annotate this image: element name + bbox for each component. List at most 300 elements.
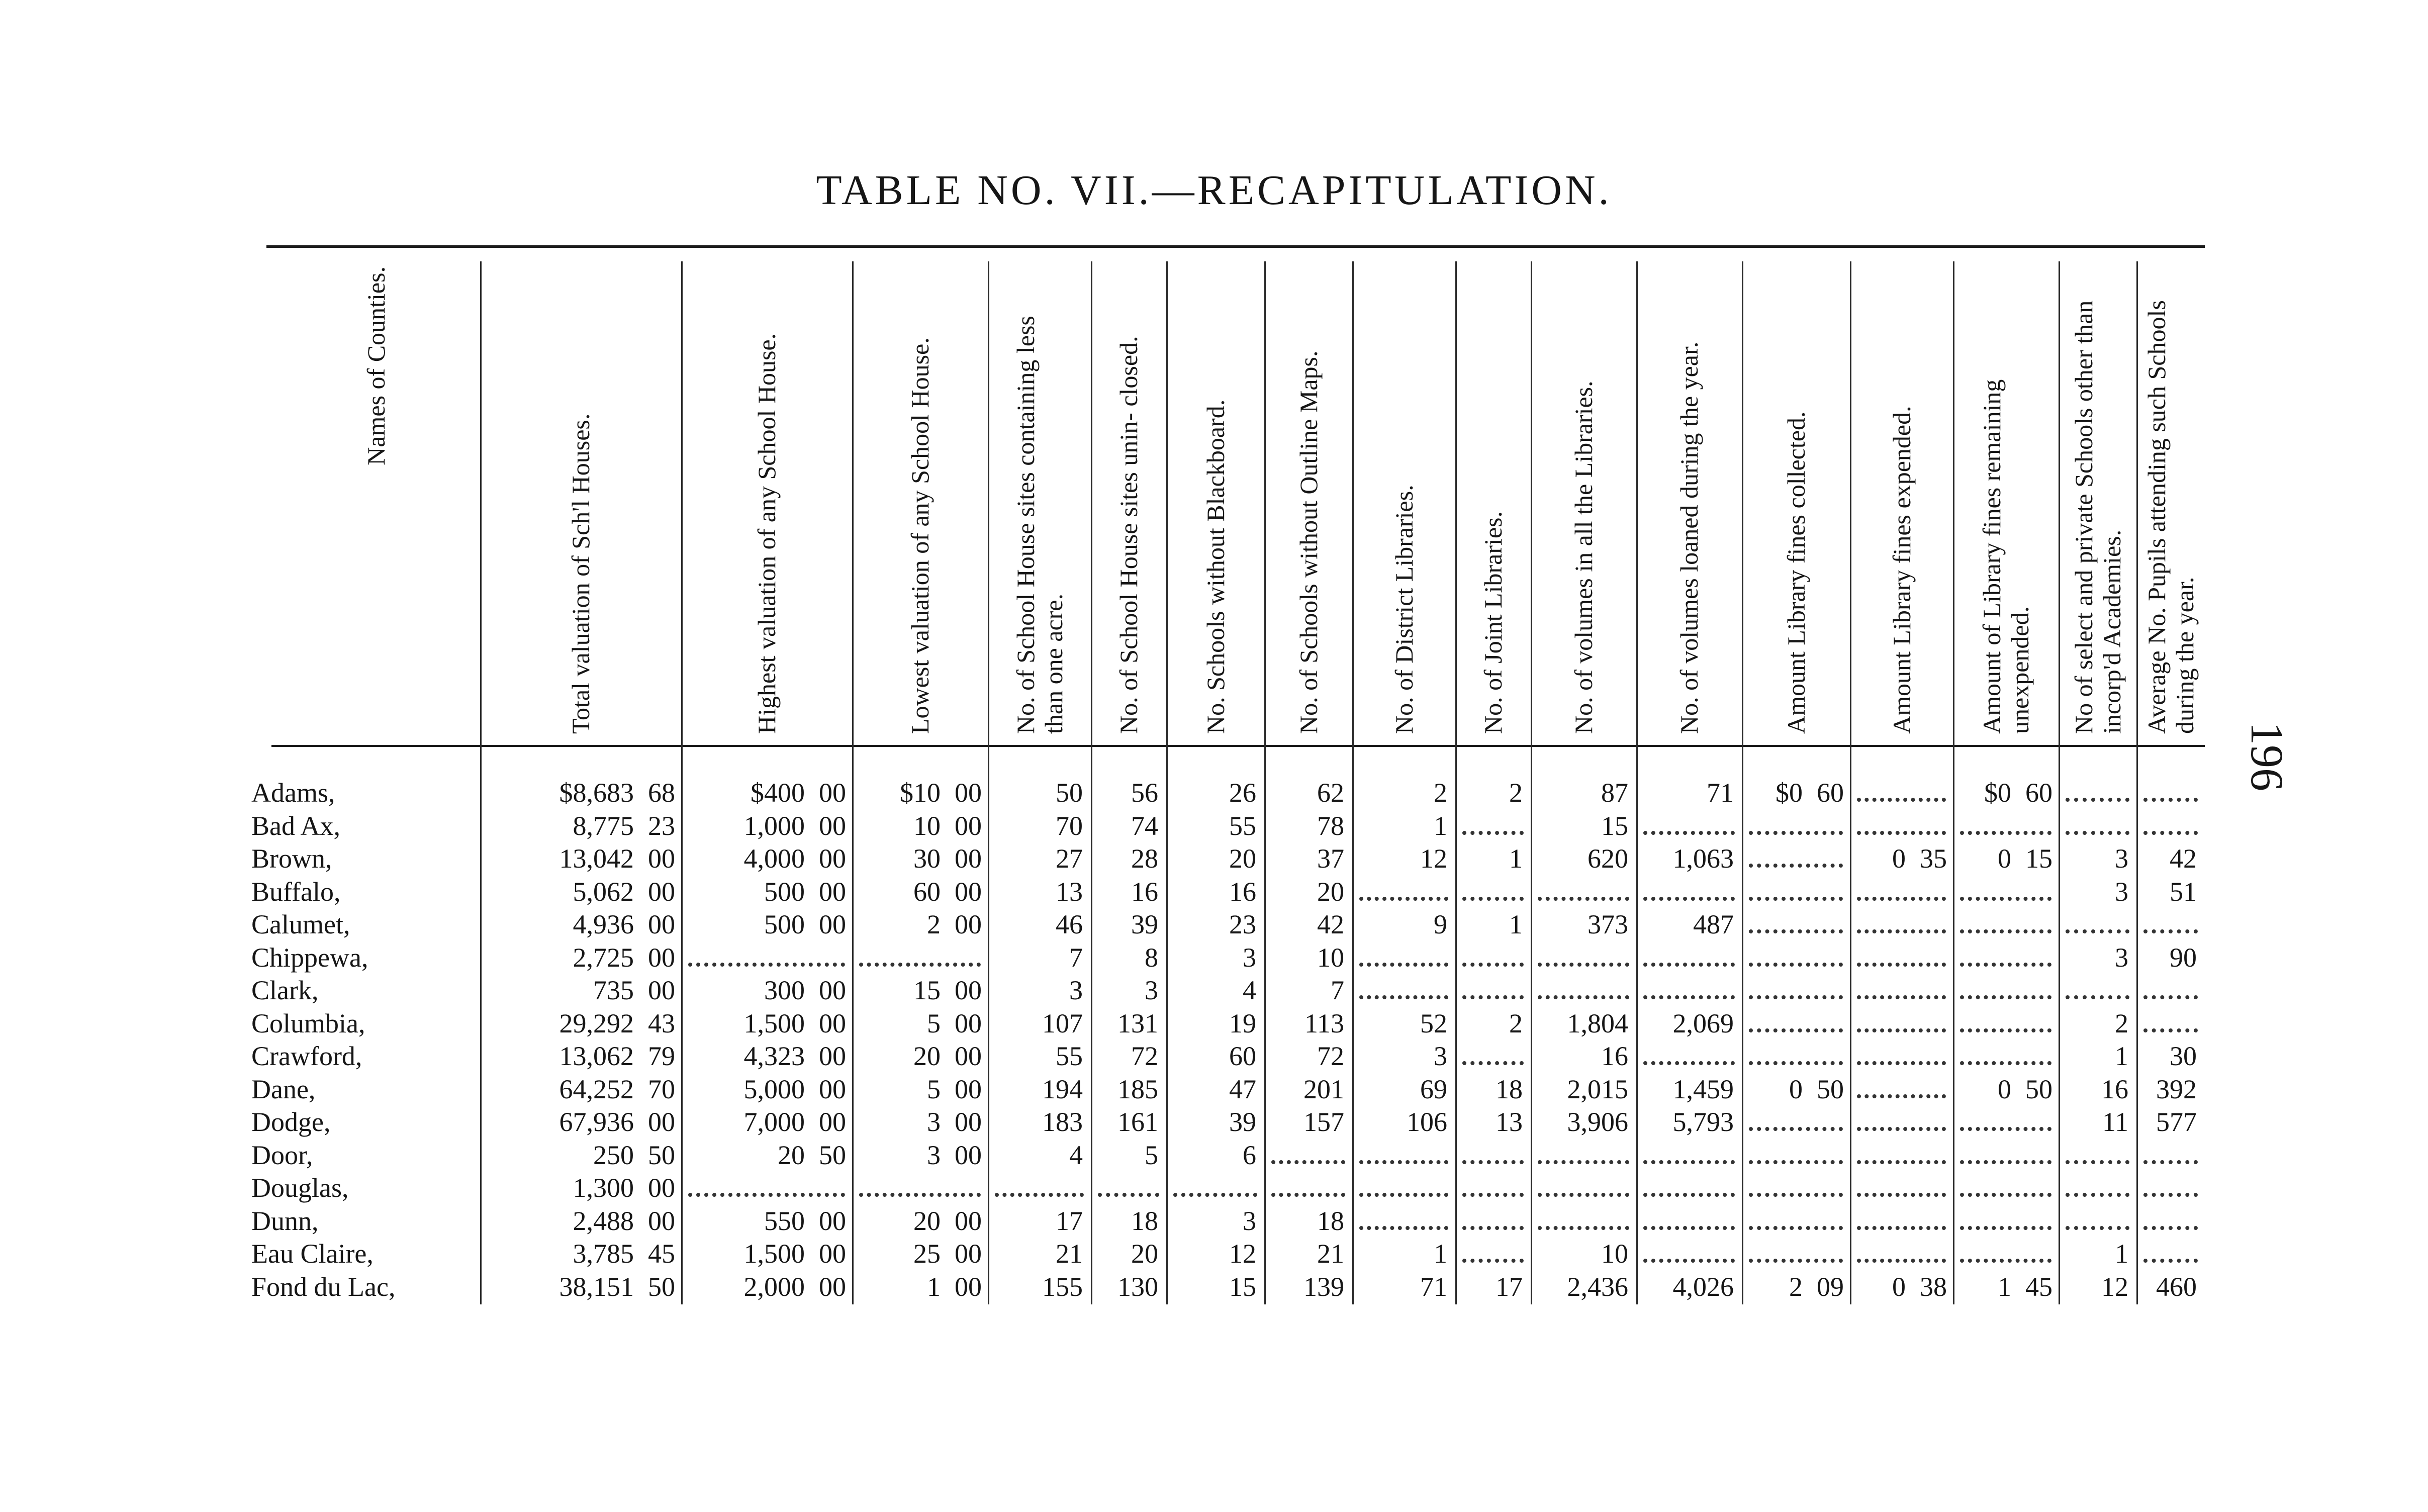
cell-no-blackboard: 26: [1229, 778, 1256, 808]
amount-cents: 00: [648, 1205, 675, 1236]
amount-dollars: 67,936: [559, 1107, 634, 1137]
header-sites-small: [988, 261, 1091, 739]
empty-cell-dots: [2143, 1028, 2198, 1032]
table-row: [0, 1106, 2428, 1138]
amount-cents: 68: [648, 778, 675, 808]
header-select-schools: [2059, 261, 2136, 739]
empty-cell-dots: [1749, 1127, 1843, 1131]
cell-no-outline-maps: 139: [1303, 1271, 1344, 1302]
cell-joint-libraries: 18: [1496, 1074, 1523, 1104]
cell-volumes: 87: [1601, 778, 1628, 808]
empty-cell-dots: [2066, 1193, 2129, 1197]
header-label: Amount of Library fines remaining unexpended.: [1978, 379, 2034, 734]
amount-cents: 00: [955, 810, 982, 841]
amount-cents: 00: [955, 1140, 982, 1170]
cell-sites-small: 183: [1042, 1107, 1083, 1137]
amount-dollars: 4,323: [743, 1041, 805, 1071]
cell-no-blackboard: 20: [1229, 843, 1256, 874]
cell-sites-unenclosed: 56: [1131, 778, 1158, 808]
empty-cell-dots: [1643, 1160, 1735, 1164]
empty-cell-dots: [1857, 1061, 1946, 1065]
empty-cell-dots: [1857, 929, 1946, 933]
empty-cell-dots: [1857, 1226, 1946, 1230]
cell-select-schools: 1: [2115, 1239, 2128, 1269]
header-label: No. of Joint Libraries.: [1479, 511, 1507, 734]
empty-cell-dots: [1462, 963, 1524, 967]
empty-cell-dots: [1359, 1160, 1448, 1164]
amount-dollars: 13,042: [559, 843, 634, 874]
empty-cell-dots: [1749, 1226, 1843, 1230]
cell-no-blackboard: 19: [1229, 1008, 1256, 1038]
cell-volumes: 2,015: [1567, 1074, 1628, 1104]
header-label: No. of School House sites unin- closed.: [1114, 336, 1143, 734]
amount-cents: 15: [2025, 843, 2052, 874]
amount-cents: 00: [819, 909, 846, 939]
cell-volumes: 620: [1587, 843, 1628, 874]
cell-average-pupils: 460: [2156, 1271, 2197, 1302]
amount-cents: 00: [955, 1239, 982, 1269]
empty-cell-dots: [1462, 1193, 1524, 1197]
empty-cell-dots: [1538, 995, 1629, 999]
empty-cell-dots: [1960, 1226, 2051, 1230]
empty-cell-dots: [1749, 1061, 1843, 1065]
cell-sites-small: 7: [1069, 942, 1083, 973]
empty-cell-dots: [1643, 1226, 1735, 1230]
amount-dollars: 20: [778, 1140, 805, 1170]
cell-joint-libraries: 13: [1496, 1107, 1523, 1137]
empty-cell-dots: [2066, 798, 2129, 802]
cell-volumes: 16: [1601, 1041, 1628, 1071]
header-label: No. of Schools without Outline Maps.: [1294, 350, 1323, 734]
cell-sites-small: 70: [1056, 810, 1083, 841]
empty-cell-dots: [1960, 1160, 2051, 1164]
empty-cell-dots: [1749, 1028, 1843, 1032]
empty-cell-dots: [2143, 831, 2198, 835]
empty-cell-dots: [1749, 1259, 1843, 1263]
amount-cents: 50: [1817, 1074, 1844, 1104]
amount-dollars: 29,292: [559, 1008, 634, 1038]
empty-cell-dots: [1749, 897, 1843, 901]
cell-sites-unenclosed: 8: [1145, 942, 1158, 973]
amount-cents: 00: [819, 1239, 846, 1269]
table-top-rule: [266, 245, 2205, 248]
header-total-valuation: [480, 261, 681, 739]
header-lowest-valuation: [852, 261, 988, 739]
amount-dollars: 735: [593, 975, 634, 1005]
amount-dollars: 7,000: [743, 1107, 805, 1137]
amount-dollars: 64,252: [559, 1074, 634, 1104]
empty-cell-dots: [1960, 1259, 2051, 1263]
amount-dollars: $10: [900, 778, 941, 808]
cell-no-blackboard: 16: [1229, 876, 1256, 907]
header-joint-libraries: [1455, 261, 1531, 739]
amount-dollars: 5: [927, 1008, 941, 1038]
empty-cell-dots: [2143, 1259, 2198, 1263]
cell-no-blackboard: 60: [1229, 1041, 1256, 1071]
empty-cell-dots: [2066, 1160, 2129, 1164]
empty-cell-dots: [1960, 897, 2051, 901]
empty-cell-dots: [1643, 1193, 1735, 1197]
county-name: Douglas,: [251, 1173, 349, 1203]
cell-sites-unenclosed: 28: [1131, 843, 1158, 874]
amount-cents: 00: [819, 975, 846, 1005]
amount-dollars: 0: [1998, 1074, 2011, 1104]
cell-no-outline-maps: 37: [1317, 843, 1344, 874]
header-label: Average No. Pupils attending such Schools during the year.: [2142, 300, 2199, 734]
cell-select-schools: 3: [2115, 876, 2128, 907]
cell-district-libraries: 2: [1434, 778, 1447, 808]
cell-sites-small: 3: [1069, 975, 1083, 1005]
amount-dollars: 1,500: [743, 1239, 805, 1269]
cell-sites-small: 194: [1042, 1074, 1083, 1104]
cell-no-blackboard: 3: [1243, 1205, 1256, 1236]
amount-cents: 00: [819, 810, 846, 841]
amount-dollars: $0: [1984, 778, 2011, 808]
empty-cell-dots: [1857, 995, 1946, 999]
cell-sites-unenclosed: 131: [1117, 1008, 1158, 1038]
amount-dollars: 38,151: [559, 1271, 634, 1302]
amount-dollars: 0: [1892, 1271, 1906, 1302]
cell-sites-small: 107: [1042, 1008, 1083, 1038]
amount-cents: 23: [648, 810, 675, 841]
cell-sites-unenclosed: 20: [1131, 1239, 1158, 1269]
amount-dollars: 2: [927, 909, 941, 939]
amount-cents: 00: [955, 843, 982, 874]
amount-dollars: 4,000: [743, 843, 805, 874]
table-row: [0, 1139, 2428, 1171]
amount-cents: 00: [819, 778, 846, 808]
amount-cents: 00: [955, 1041, 982, 1071]
empty-cell-dots: [1960, 929, 2051, 933]
cell-sites-small: 55: [1056, 1041, 1083, 1071]
amount-dollars: 1: [927, 1271, 941, 1302]
county-name: Crawford,: [251, 1041, 362, 1071]
empty-cell-dots: [1462, 831, 1524, 835]
empty-cell-dots: [2143, 1160, 2198, 1164]
empty-cell-dots: [1749, 963, 1843, 967]
table-row: [0, 974, 2428, 1006]
cell-no-outline-maps: 18: [1317, 1205, 1344, 1236]
county-name: Bad Ax,: [251, 810, 341, 841]
cell-select-schools: 1: [2115, 1041, 2128, 1071]
empty-cell-dots: [995, 1193, 1084, 1197]
cell-district-libraries: 52: [1420, 1008, 1447, 1038]
amount-dollars: 500: [764, 909, 805, 939]
header-no-blackboard: [1166, 261, 1264, 739]
empty-cell-dots: [1462, 1259, 1524, 1263]
cell-no-blackboard: 15: [1229, 1271, 1256, 1302]
amount-cents: 00: [955, 975, 982, 1005]
header-sites-unenclosed: [1091, 261, 1166, 739]
empty-cell-dots: [1960, 1193, 2051, 1197]
amount-cents: 60: [1817, 778, 1844, 808]
cell-volumes: 3,906: [1567, 1107, 1628, 1137]
cell-sites-small: 27: [1056, 843, 1083, 874]
empty-cell-dots: [688, 963, 845, 967]
amount-dollars: 1,500: [743, 1008, 805, 1038]
empty-cell-dots: [1462, 1061, 1524, 1065]
table-row: [0, 1238, 2428, 1270]
cell-sites-unenclosed: 3: [1145, 975, 1158, 1005]
empty-cell-dots: [1462, 1160, 1524, 1164]
amount-cents: 38: [1920, 1271, 1947, 1302]
cell-no-blackboard: 4: [1243, 975, 1256, 1005]
county-name: Dunn,: [251, 1205, 319, 1236]
empty-cell-dots: [1960, 1061, 2051, 1065]
cell-sites-small: 155: [1042, 1271, 1083, 1302]
amount-cents: 45: [648, 1239, 675, 1269]
cell-sites-unenclosed: 161: [1117, 1107, 1158, 1137]
cell-no-blackboard: 3: [1243, 942, 1256, 973]
header-volumes: [1531, 261, 1636, 739]
table-row: [0, 777, 2428, 809]
empty-cell-dots: [2066, 995, 2129, 999]
empty-cell-dots: [1538, 1193, 1629, 1197]
header-average-pupils: [2136, 261, 2205, 739]
header-county-names: [271, 261, 480, 739]
amount-dollars: 13,062: [559, 1041, 634, 1071]
amount-dollars: $8,683: [559, 778, 634, 808]
empty-cell-dots: [2143, 1193, 2198, 1197]
empty-cell-dots: [1960, 1127, 2051, 1131]
empty-cell-dots: [1857, 1193, 1946, 1197]
empty-cell-dots: [1857, 1127, 1946, 1131]
empty-cell-dots: [1359, 897, 1448, 901]
cell-volumes-loaned: 2,069: [1672, 1008, 1734, 1038]
county-name: Clark,: [251, 975, 319, 1005]
amount-cents: 00: [648, 942, 675, 973]
header-bottom-rule: [271, 745, 2205, 747]
cell-volumes: 373: [1587, 909, 1628, 939]
table-row: [0, 1073, 2428, 1105]
cell-sites-small: 46: [1056, 909, 1083, 939]
cell-sites-small: 17: [1056, 1205, 1083, 1236]
amount-dollars: 3: [927, 1107, 941, 1137]
empty-cell-dots: [688, 1193, 845, 1197]
cell-no-outline-maps: 42: [1317, 909, 1344, 939]
header-label: No. of volumes loaned during the year.: [1675, 341, 1703, 734]
table-row: [0, 1040, 2428, 1072]
header-label: No. of School House sites containing less than one acre.: [1011, 316, 1068, 734]
cell-joint-libraries: 2: [1509, 1008, 1523, 1038]
empty-cell-dots: [1098, 1193, 1159, 1197]
empty-cell-dots: [1538, 1160, 1629, 1164]
cell-sites-small: 13: [1056, 876, 1083, 907]
cell-district-libraries: 1: [1434, 1239, 1447, 1269]
empty-cell-dots: [1271, 1193, 1345, 1197]
cell-select-schools: 3: [2115, 942, 2128, 973]
amount-cents: 00: [955, 1008, 982, 1038]
table-row: [0, 1172, 2428, 1204]
amount-cents: 43: [648, 1008, 675, 1038]
empty-cell-dots: [1643, 995, 1735, 999]
empty-cell-dots: [2143, 995, 2198, 999]
amount-cents: 50: [2025, 1074, 2052, 1104]
empty-cell-dots: [2143, 929, 2198, 933]
amount-cents: 00: [955, 778, 982, 808]
cell-no-outline-maps: 72: [1317, 1041, 1344, 1071]
empty-cell-dots: [1173, 1193, 1257, 1197]
amount-dollars: 20: [913, 1205, 941, 1236]
amount-dollars: 30: [913, 843, 941, 874]
cell-no-outline-maps: 201: [1303, 1074, 1344, 1104]
cell-average-pupils: 90: [2170, 942, 2197, 973]
empty-cell-dots: [1359, 995, 1448, 999]
cell-no-outline-maps: 78: [1317, 810, 1344, 841]
cell-volumes: 1,804: [1567, 1008, 1628, 1038]
cell-volumes-loaned: 5,793: [1672, 1107, 1734, 1137]
header-label: Amount Library fines collected.: [1782, 411, 1810, 734]
amount-dollars: 15: [913, 975, 941, 1005]
cell-no-outline-maps: 10: [1317, 942, 1344, 973]
empty-cell-dots: [1643, 963, 1735, 967]
cell-district-libraries: 9: [1434, 909, 1447, 939]
empty-cell-dots: [1749, 995, 1843, 999]
table-row: [0, 1007, 2428, 1040]
cell-no-blackboard: 55: [1229, 810, 1256, 841]
header-fines-unexpended: [1953, 261, 2059, 739]
table-row: [0, 908, 2428, 940]
empty-cell-dots: [1538, 963, 1629, 967]
table-row: [0, 1205, 2428, 1237]
amount-cents: 70: [648, 1074, 675, 1104]
empty-cell-dots: [1857, 1259, 1946, 1263]
cell-sites-unenclosed: 18: [1131, 1205, 1158, 1236]
empty-cell-dots: [1960, 995, 2051, 999]
cell-sites-small: 50: [1056, 778, 1083, 808]
cell-sites-small: 4: [1069, 1140, 1083, 1170]
empty-cell-dots: [1857, 831, 1946, 835]
amount-dollars: 5: [927, 1074, 941, 1104]
empty-cell-dots: [1643, 831, 1735, 835]
empty-cell-dots: [1857, 798, 1946, 802]
cell-no-outline-maps: 157: [1303, 1107, 1344, 1137]
amount-cents: 50: [648, 1271, 675, 1302]
amount-cents: 00: [819, 1107, 846, 1137]
empty-cell-dots: [1857, 963, 1946, 967]
cell-average-pupils: 30: [2170, 1041, 2197, 1071]
header-no-outline-maps: [1264, 261, 1352, 739]
amount-cents: 00: [648, 1107, 675, 1137]
empty-cell-dots: [1462, 995, 1524, 999]
amount-dollars: 10: [913, 810, 941, 841]
cell-volumes-loaned: 71: [1707, 778, 1734, 808]
empty-cell-dots: [1857, 1160, 1946, 1164]
cell-no-blackboard: 6: [1243, 1140, 1256, 1170]
empty-cell-dots: [2066, 1226, 2129, 1230]
cell-no-outline-maps: 21: [1317, 1239, 1344, 1269]
cell-volumes: 10: [1601, 1239, 1628, 1269]
amount-cents: 45: [2025, 1271, 2052, 1302]
cell-district-libraries: 12: [1420, 843, 1447, 874]
empty-cell-dots: [1359, 1226, 1448, 1230]
cell-volumes-loaned: 1,063: [1672, 843, 1734, 874]
empty-cell-dots: [1857, 1028, 1946, 1032]
cell-sites-unenclosed: 72: [1131, 1041, 1158, 1071]
empty-cell-dots: [1643, 897, 1735, 901]
header-volumes-loaned: [1636, 261, 1742, 739]
cell-average-pupils: 577: [2156, 1107, 2197, 1137]
amount-dollars: 8,775: [573, 810, 634, 841]
empty-cell-dots: [1749, 831, 1843, 835]
amount-cents: 00: [955, 876, 982, 907]
cell-district-libraries: 69: [1420, 1074, 1447, 1104]
cell-select-schools: 11: [2102, 1107, 2128, 1137]
cell-joint-libraries: 17: [1496, 1271, 1523, 1302]
cell-no-blackboard: 12: [1229, 1239, 1256, 1269]
header-fines-collected: [1742, 261, 1850, 739]
header-label: No of select and private Schools other than incorp'd Academies.: [2069, 300, 2126, 734]
county-name: Dane,: [251, 1074, 316, 1104]
cell-sites-unenclosed: 185: [1117, 1074, 1158, 1104]
cell-sites-unenclosed: 74: [1131, 810, 1158, 841]
cell-sites-unenclosed: 39: [1131, 909, 1158, 939]
empty-cell-dots: [1271, 1160, 1345, 1164]
empty-cell-dots: [859, 1193, 981, 1197]
amount-cents: 35: [1920, 843, 1947, 874]
empty-cell-dots: [2066, 929, 2129, 933]
empty-cell-dots: [1960, 963, 2051, 967]
amount-dollars: 550: [764, 1205, 805, 1236]
cell-no-outline-maps: 62: [1317, 778, 1344, 808]
amount-cents: 00: [648, 843, 675, 874]
amount-dollars: $400: [751, 778, 805, 808]
county-name: Adams,: [251, 778, 335, 808]
amount-cents: 00: [955, 1271, 982, 1302]
amount-cents: 00: [819, 1074, 846, 1104]
amount-dollars: 1,300: [573, 1173, 634, 1203]
amount-cents: 79: [648, 1041, 675, 1071]
table-row: [0, 941, 2428, 974]
page-title: TABLE NO. VII.—RECAPITULATION.: [816, 167, 1612, 214]
empty-cell-dots: [1960, 1028, 2051, 1032]
cell-district-libraries: 106: [1407, 1107, 1447, 1137]
amount-dollars: 1: [1998, 1271, 2011, 1302]
amount-dollars: 4,936: [573, 909, 634, 939]
county-name: Fond du Lac,: [251, 1271, 396, 1302]
amount-cents: 00: [955, 1074, 982, 1104]
empty-cell-dots: [1960, 831, 2051, 835]
cell-volumes: 15: [1601, 810, 1628, 841]
amount-cents: 00: [819, 1041, 846, 1071]
empty-cell-dots: [1359, 963, 1448, 967]
cell-select-schools: 16: [2101, 1074, 2128, 1104]
empty-cell-dots: [1857, 897, 1946, 901]
cell-joint-libraries: 1: [1509, 909, 1523, 939]
county-name: Eau Claire,: [251, 1239, 373, 1269]
amount-dollars: 300: [764, 975, 805, 1005]
amount-dollars: 2,725: [573, 942, 634, 973]
cell-volumes-loaned: 4,026: [1672, 1271, 1734, 1302]
amount-dollars: 3: [927, 1140, 941, 1170]
county-name: Dodge,: [251, 1107, 331, 1137]
table-row: [0, 810, 2428, 842]
county-name: Door,: [251, 1140, 313, 1170]
page-number: 196: [2242, 722, 2293, 791]
cell-no-blackboard: 23: [1229, 909, 1256, 939]
empty-cell-dots: [1462, 1226, 1524, 1230]
cell-sites-unenclosed: 5: [1145, 1140, 1158, 1170]
header-label: Lowest valuation of any School House.: [906, 337, 934, 734]
amount-dollars: 250: [593, 1140, 634, 1170]
header-label: Amount Library fines expended.: [1887, 406, 1916, 734]
amount-cents: 09: [1817, 1271, 1844, 1302]
empty-cell-dots: [2066, 831, 2129, 835]
empty-cell-dots: [1462, 897, 1524, 901]
amount-cents: 00: [955, 1205, 982, 1236]
empty-cell-dots: [1538, 897, 1629, 901]
amount-dollars: 5,062: [573, 876, 634, 907]
